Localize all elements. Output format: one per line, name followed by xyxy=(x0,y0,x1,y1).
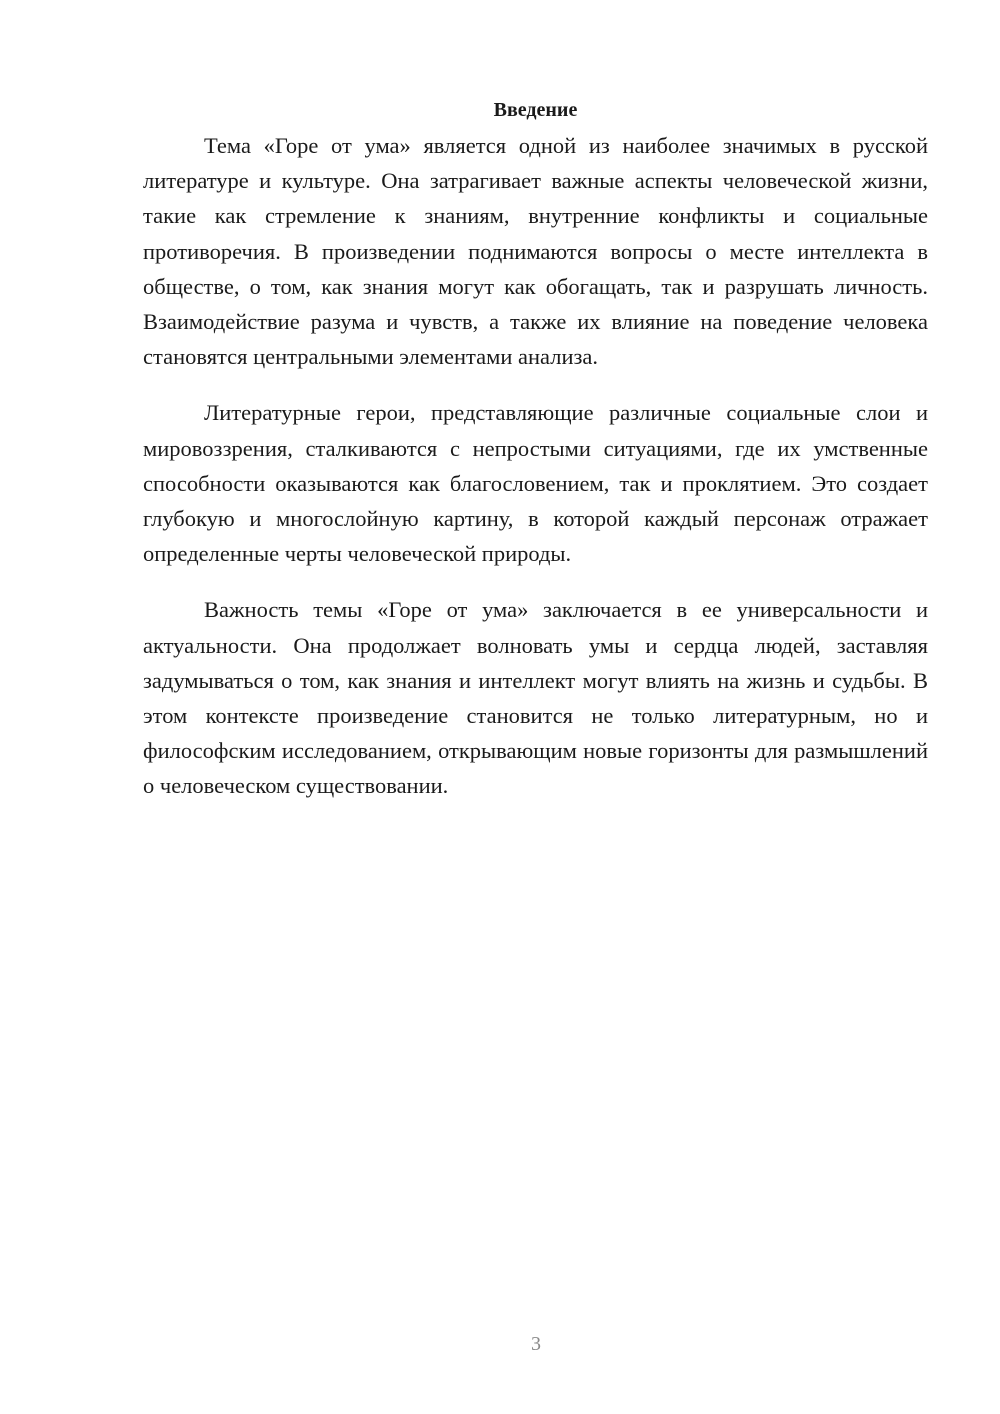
page-content xyxy=(143,92,928,825)
section-heading: Введение xyxy=(493,99,578,121)
paragraph-3: Важность темы «Горе от ума» заключается в ее универсальности и актуальности. Она продолжает волновать умы и сердца людей, заставляя задумываться о том, как знания и интеллект могут влиять на жизнь и судьбы. В этом контексте произведение становится не только литературным, но и философским исследованием, открывающим новые горизонты для размышлений о человеческом существовании. xyxy=(143,597,928,799)
page-number: 3 xyxy=(531,1333,541,1355)
paragraph-1: Тема «Горе от ума» является одной из наиболее значимых в русской литературе и культуре. Она затрагивает важные аспекты человеческой жизни, такие как стремление к знаниям, внутренние конфликты и социальные противоречия. В произведении поднимаются вопросы о месте интеллекта в обществе, о том, как знания могут как обогащать, так и разрушать личность. Взаимодействие разума и чувств, а также их влияние на поведение человека становятся центральными элементами анализа. xyxy=(143,133,928,370)
paragraph-2: Литературные герои, представляющие различные социальные слои и мировоззрения, сталкиваются с непростыми ситуациями, где их умственные способности оказываются как благословением, так и проклятием. Это создает глубокую и многослойную картину, в которой каждый персонаж отражает определенные черты человеческой природы. xyxy=(143,400,928,567)
